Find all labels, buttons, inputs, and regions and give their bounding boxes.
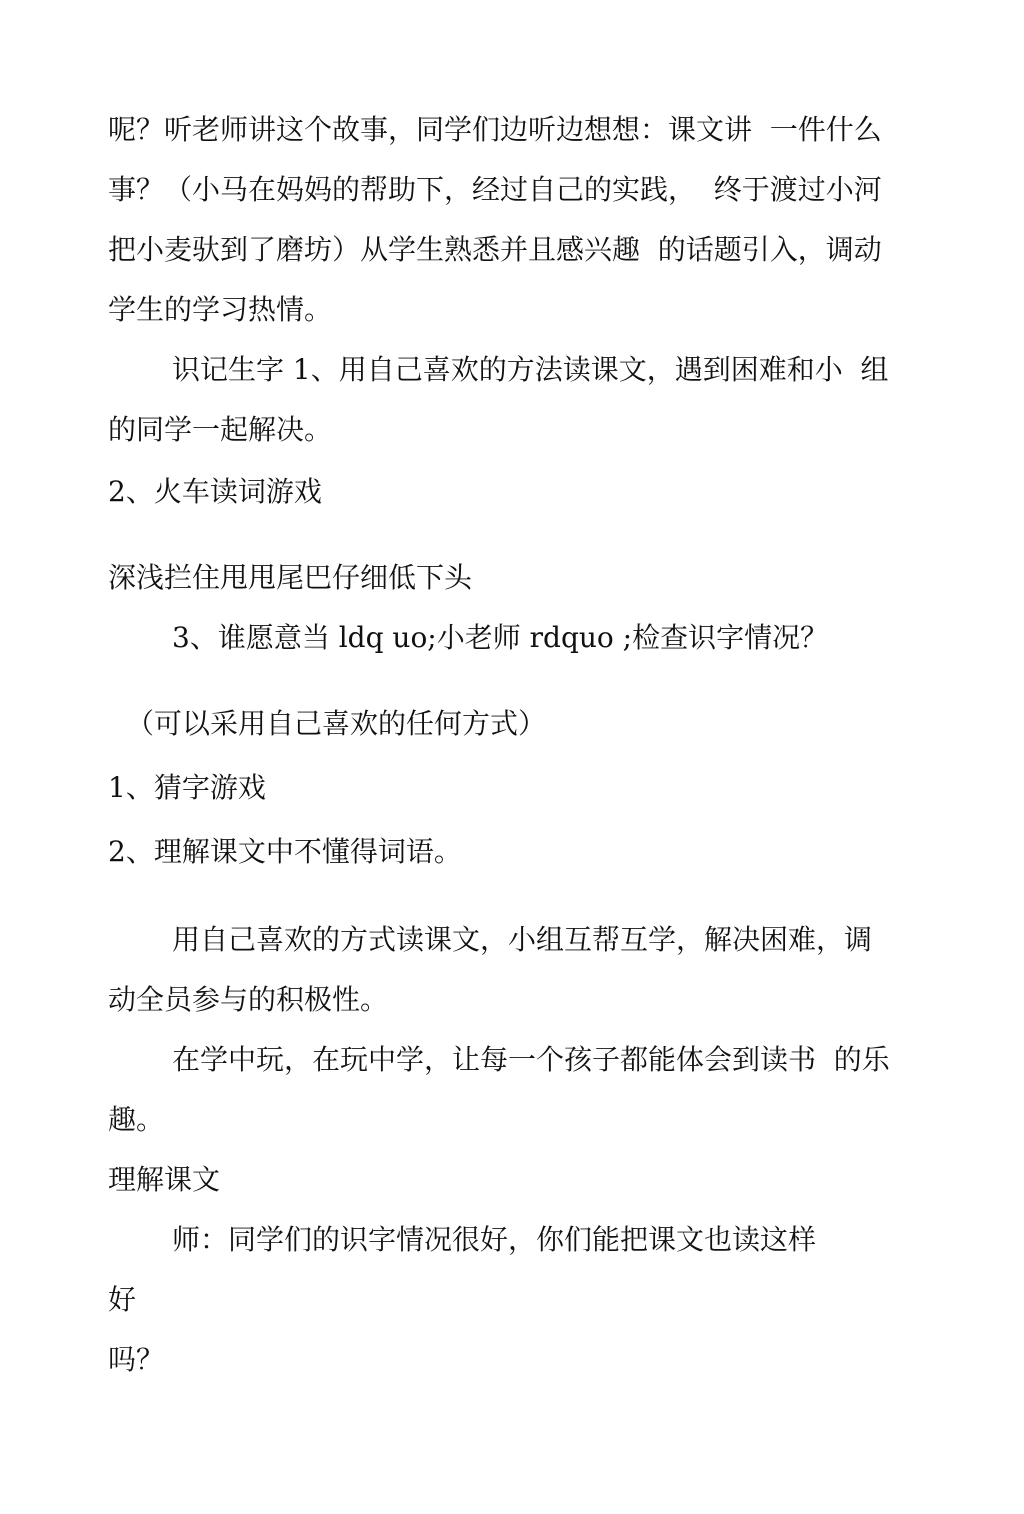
paragraph-line: 呢？听老师讲这个故事，同学们边听边想想：课文讲 一件什么 (108, 113, 882, 146)
paragraph-line: 趣。 (108, 1103, 165, 1136)
paragraph-line: 事？（小马在妈妈的帮助下，经过自己的实践， 终于渡过小河 (108, 173, 882, 206)
paragraph-line: 学生的学习热情。 (108, 293, 333, 326)
paragraph-line: 把小麦驮到了磨坊）从学生熟悉并且感兴趣 的话题引入，调动 (108, 233, 882, 266)
list-item: 2、火车读词游戏 (108, 475, 322, 508)
paragraph-line: 吗？ (108, 1343, 165, 1376)
paragraph-line: （可以采用自己喜欢的任何方式） (126, 707, 547, 740)
list-item: 1、猜字游戏 (108, 771, 266, 804)
list-item: 2、理解课文中不懂得词语。 (108, 835, 462, 868)
list-item: 3、谁愿意当 ldq uo;小老师 rdquo ;检查识字情况？ (172, 621, 829, 654)
paragraph-line: 的同学一起解决。 (108, 413, 333, 446)
paragraph-line: 师：同学们的识字情况很好，你们能把课文也读这样 (172, 1223, 817, 1256)
paragraph-line: 用自己喜欢的方式读课文，小组互帮互学，解决困难，调 (172, 923, 873, 956)
paragraph-line: 识记生字 1、用自己喜欢的方法读课文，遇到困难和小 组 (172, 353, 889, 386)
section-heading: 理解课文 (108, 1163, 221, 1196)
paragraph-line: 动全员参与的积极性。 (108, 983, 389, 1016)
word-list: 深浅拦住甩甩尾巴仔细低下头 (108, 561, 473, 594)
paragraph-line: 在学中玩，在玩中学，让每一个孩子都能体会到读书 的乐 (172, 1043, 890, 1076)
paragraph-line: 好 (108, 1283, 137, 1316)
